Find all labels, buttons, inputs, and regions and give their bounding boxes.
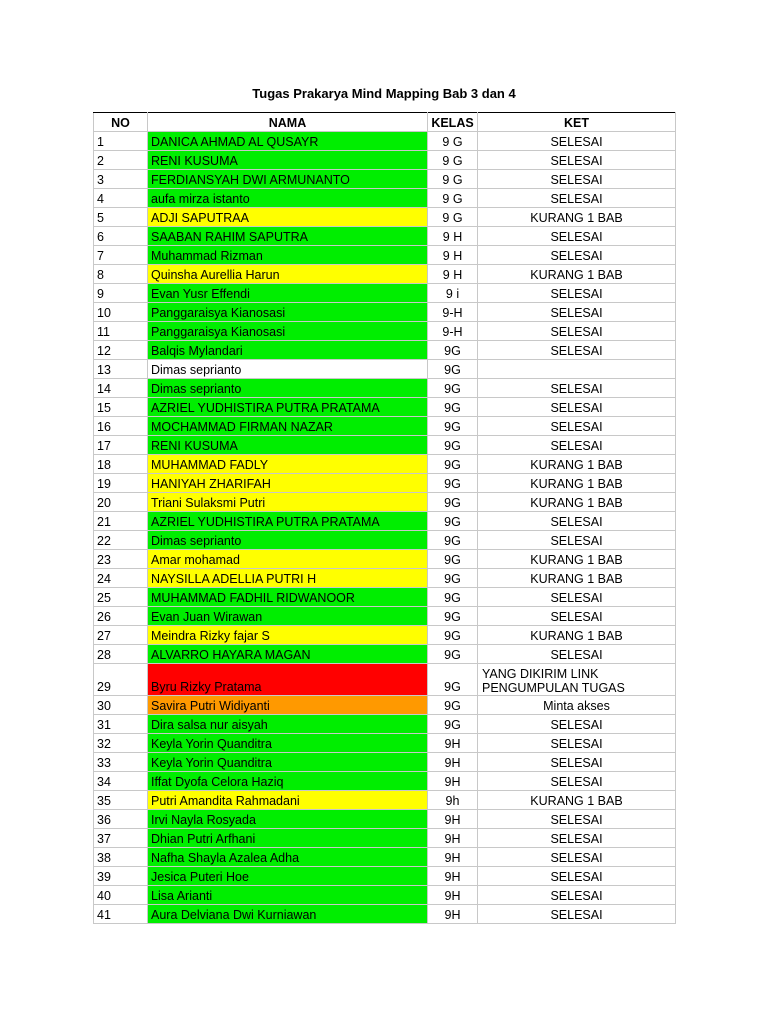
cell-ket: SELESAI [478, 753, 676, 772]
table-row [94, 379, 676, 398]
table-row [94, 772, 676, 791]
cell-ket: SELESAI [478, 322, 676, 341]
cell-no: 38 [94, 848, 148, 867]
cell-ket: SELESAI [478, 588, 676, 607]
cell-ket: SELESAI [478, 886, 676, 905]
cell-ket: SELESAI [478, 734, 676, 753]
cell-ket: SELESAI [478, 379, 676, 398]
cell-nama: Lisa Arianti [148, 886, 428, 905]
cell-kelas: 9G [428, 715, 478, 734]
cell-ket: KURANG 1 BAB [478, 493, 676, 512]
cell-nama: HANIYAH ZHARIFAH [148, 474, 428, 493]
cell-kelas: 9G [428, 417, 478, 436]
table-row [94, 303, 676, 322]
cell-kelas: 9G [428, 512, 478, 531]
cell-kelas: 9G [428, 696, 478, 715]
table-row [94, 170, 676, 189]
cell-ket: SELESAI [478, 810, 676, 829]
cell-ket: SELESAI [478, 170, 676, 189]
cell-kelas: 9G [428, 531, 478, 550]
cell-kelas: 9-H [428, 322, 478, 341]
cell-nama: Irvi Nayla Rosyada [148, 810, 428, 829]
table-row [94, 905, 676, 924]
table-row [94, 848, 676, 867]
table-row [94, 132, 676, 151]
cell-no: 33 [94, 753, 148, 772]
cell-nama: Dira salsa nur aisyah [148, 715, 428, 734]
table-row [94, 715, 676, 734]
cell-nama: Byru Rizky Pratama [148, 664, 428, 696]
table-row [94, 867, 676, 886]
cell-kelas: 9H [428, 848, 478, 867]
cell-kelas: 9G [428, 550, 478, 569]
cell-no: 28 [94, 645, 148, 664]
cell-nama: Aura Delviana Dwi Kurniawan [148, 905, 428, 924]
cell-kelas: 9G [428, 360, 478, 379]
cell-no: 15 [94, 398, 148, 417]
cell-no: 23 [94, 550, 148, 569]
cell-kelas: 9 H [428, 246, 478, 265]
cell-nama: Jesica Puteri Hoe [148, 867, 428, 886]
table-row [94, 696, 676, 715]
cell-kelas: 9H [428, 772, 478, 791]
cell-kelas: 9-H [428, 303, 478, 322]
cell-nama: Putri Amandita Rahmadani [148, 791, 428, 810]
cell-ket: SELESAI [478, 867, 676, 886]
cell-no: 19 [94, 474, 148, 493]
cell-ket: SELESAI [478, 772, 676, 791]
table-row [94, 246, 676, 265]
cell-ket: KURANG 1 BAB [478, 550, 676, 569]
table-row [94, 588, 676, 607]
table-row [94, 626, 676, 645]
cell-kelas: 9H [428, 867, 478, 886]
cell-kelas: 9H [428, 829, 478, 848]
cell-nama: Amar mohamad [148, 550, 428, 569]
table-row [94, 208, 676, 227]
cell-nama: Muhammad Rizman [148, 246, 428, 265]
cell-no: 39 [94, 867, 148, 886]
cell-ket: KURANG 1 BAB [478, 455, 676, 474]
cell-nama: Keyla Yorin Quanditra [148, 734, 428, 753]
table-row [94, 829, 676, 848]
cell-kelas: 9H [428, 753, 478, 772]
cell-no: 17 [94, 436, 148, 455]
cell-kelas: 9G [428, 664, 478, 696]
cell-nama: Meindra Rizky fajar S [148, 626, 428, 645]
cell-kelas: 9 i [428, 284, 478, 303]
table-row [94, 417, 676, 436]
cell-ket: YANG DIKIRIM LINK PENGUMPULAN TUGAS [478, 664, 676, 696]
table-row [94, 455, 676, 474]
cell-nama: RENI KUSUMA [148, 436, 428, 455]
cell-no: 41 [94, 905, 148, 924]
cell-nama: Panggaraisya Kianosasi [148, 303, 428, 322]
cell-kelas: 9 G [428, 132, 478, 151]
cell-kelas: 9 G [428, 151, 478, 170]
cell-nama: Triani Sulaksmi Putri [148, 493, 428, 512]
cell-kelas: 9G [428, 626, 478, 645]
cell-no: 20 [94, 493, 148, 512]
cell-kelas: 9 G [428, 170, 478, 189]
cell-no: 4 [94, 189, 148, 208]
cell-kelas: 9G [428, 455, 478, 474]
cell-ket: SELESAI [478, 436, 676, 455]
cell-no: 32 [94, 734, 148, 753]
cell-kelas: 9G [428, 436, 478, 455]
cell-kelas: 9H [428, 734, 478, 753]
cell-kelas: 9G [428, 341, 478, 360]
cell-ket: Minta akses [478, 696, 676, 715]
cell-no: 3 [94, 170, 148, 189]
cell-nama: SAABAN RAHIM SAPUTRA [148, 227, 428, 246]
cell-nama: Savira Putri Widiyanti [148, 696, 428, 715]
cell-nama: Dhian Putri Arfhani [148, 829, 428, 848]
table-row [94, 398, 676, 417]
header-no: NO [94, 113, 148, 132]
cell-no: 37 [94, 829, 148, 848]
cell-no: 40 [94, 886, 148, 905]
cell-kelas: 9G [428, 474, 478, 493]
cell-ket: SELESAI [478, 341, 676, 360]
cell-kelas: 9G [428, 588, 478, 607]
cell-kelas: 9H [428, 810, 478, 829]
cell-nama: Nafha Shayla Azalea Adha [148, 848, 428, 867]
table-row [94, 322, 676, 341]
table-row [94, 360, 676, 379]
cell-kelas: 9H [428, 905, 478, 924]
cell-ket: SELESAI [478, 284, 676, 303]
cell-ket: SELESAI [478, 512, 676, 531]
cell-ket: KURANG 1 BAB [478, 208, 676, 227]
cell-ket: SELESAI [478, 715, 676, 734]
cell-no: 36 [94, 810, 148, 829]
table-row [94, 227, 676, 246]
cell-nama: Balqis Mylandari [148, 341, 428, 360]
table-row [94, 753, 676, 772]
cell-no: 27 [94, 626, 148, 645]
table-row [94, 810, 676, 829]
cell-ket: KURANG 1 BAB [478, 569, 676, 588]
cell-no: 7 [94, 246, 148, 265]
cell-ket: SELESAI [478, 848, 676, 867]
table-row [94, 734, 676, 753]
cell-no: 26 [94, 607, 148, 626]
cell-nama: FERDIANSYAH DWI ARMUNANTO [148, 170, 428, 189]
cell-kelas: 9G [428, 379, 478, 398]
cell-ket: KURANG 1 BAB [478, 791, 676, 810]
table-row [94, 569, 676, 588]
cell-nama: Iffat Dyofa Celora Haziq [148, 772, 428, 791]
cell-no: 35 [94, 791, 148, 810]
cell-kelas: 9 H [428, 227, 478, 246]
cell-kelas: 9G [428, 607, 478, 626]
table-row [94, 791, 676, 810]
cell-ket: KURANG 1 BAB [478, 474, 676, 493]
cell-no: 11 [94, 322, 148, 341]
cell-nama: MUHAMMAD FADHIL RIDWANOOR [148, 588, 428, 607]
cell-no: 6 [94, 227, 148, 246]
cell-no: 25 [94, 588, 148, 607]
cell-no: 34 [94, 772, 148, 791]
cell-no: 21 [94, 512, 148, 531]
cell-ket: SELESAI [478, 417, 676, 436]
table-row [94, 341, 676, 360]
cell-nama: aufa mirza istanto [148, 189, 428, 208]
table-row [94, 474, 676, 493]
cell-no: 10 [94, 303, 148, 322]
table-row [94, 550, 676, 569]
cell-no: 29 [94, 664, 148, 696]
cell-no: 31 [94, 715, 148, 734]
cell-no: 5 [94, 208, 148, 227]
cell-ket: SELESAI [478, 227, 676, 246]
cell-nama: Dimas seprianto [148, 360, 428, 379]
table-row [94, 436, 676, 455]
cell-kelas: 9G [428, 493, 478, 512]
cell-nama: Evan Juan Wirawan [148, 607, 428, 626]
table-row [94, 265, 676, 284]
table-row [94, 664, 676, 696]
table-row [94, 512, 676, 531]
document-title: Tugas Prakarya Mind Mapping Bab 3 dan 4 [252, 86, 516, 101]
table-row [94, 645, 676, 664]
cell-ket: SELESAI [478, 303, 676, 322]
cell-no: 22 [94, 531, 148, 550]
header-row [94, 113, 676, 132]
table-row [94, 886, 676, 905]
cell-nama: MOCHAMMAD FIRMAN NAZAR [148, 417, 428, 436]
cell-no: 13 [94, 360, 148, 379]
table-row [94, 493, 676, 512]
cell-nama: Evan Yusr Effendi [148, 284, 428, 303]
cell-nama: Panggaraisya Kianosasi [148, 322, 428, 341]
table-row [94, 607, 676, 626]
cell-ket: SELESAI [478, 607, 676, 626]
cell-kelas: 9 G [428, 189, 478, 208]
cell-kelas: 9H [428, 886, 478, 905]
cell-kelas: 9 G [428, 208, 478, 227]
cell-ket [478, 360, 676, 379]
cell-no: 14 [94, 379, 148, 398]
header-nama: NAMA [148, 113, 428, 132]
cell-ket: SELESAI [478, 829, 676, 848]
table-row [94, 189, 676, 208]
cell-nama: Dimas seprianto [148, 379, 428, 398]
cell-nama: AZRIEL YUDHISTIRA PUTRA PRATAMA [148, 512, 428, 531]
cell-no: 1 [94, 132, 148, 151]
cell-nama: Dimas seprianto [148, 531, 428, 550]
table-row [94, 151, 676, 170]
cell-kelas: 9 H [428, 265, 478, 284]
cell-nama: NAYSILLA ADELLIA PUTRI H [148, 569, 428, 588]
cell-nama: DANICA AHMAD AL QUSAYR [148, 132, 428, 151]
header-ket: KET [478, 113, 676, 132]
cell-kelas: 9G [428, 645, 478, 664]
cell-no: 2 [94, 151, 148, 170]
table-row [94, 284, 676, 303]
cell-no: 30 [94, 696, 148, 715]
cell-nama: Quinsha Aurellia Harun [148, 265, 428, 284]
cell-ket: SELESAI [478, 645, 676, 664]
students-table [93, 112, 676, 924]
cell-nama: Keyla Yorin Quanditra [148, 753, 428, 772]
table-body [94, 132, 676, 924]
cell-ket: SELESAI [478, 151, 676, 170]
cell-no: 16 [94, 417, 148, 436]
cell-ket: SELESAI [478, 246, 676, 265]
cell-kelas: 9h [428, 791, 478, 810]
header-kelas: KELAS [428, 113, 478, 132]
cell-ket: KURANG 1 BAB [478, 265, 676, 284]
cell-ket: SELESAI [478, 398, 676, 417]
cell-ket: SELESAI [478, 189, 676, 208]
cell-ket: SELESAI [478, 531, 676, 550]
cell-no: 9 [94, 284, 148, 303]
cell-nama: MUHAMMAD FADLY [148, 455, 428, 474]
cell-kelas: 9G [428, 398, 478, 417]
table-row [94, 531, 676, 550]
cell-no: 8 [94, 265, 148, 284]
cell-nama: RENI KUSUMA [148, 151, 428, 170]
cell-nama: ALVARRO HAYARA MAGAN [148, 645, 428, 664]
cell-no: 24 [94, 569, 148, 588]
cell-ket: SELESAI [478, 905, 676, 924]
cell-no: 12 [94, 341, 148, 360]
cell-nama: AZRIEL YUDHISTIRA PUTRA PRATAMA [148, 398, 428, 417]
cell-no: 18 [94, 455, 148, 474]
cell-ket: SELESAI [478, 132, 676, 151]
cell-nama: ADJI SAPUTRAA [148, 208, 428, 227]
cell-ket: KURANG 1 BAB [478, 626, 676, 645]
cell-kelas: 9G [428, 569, 478, 588]
